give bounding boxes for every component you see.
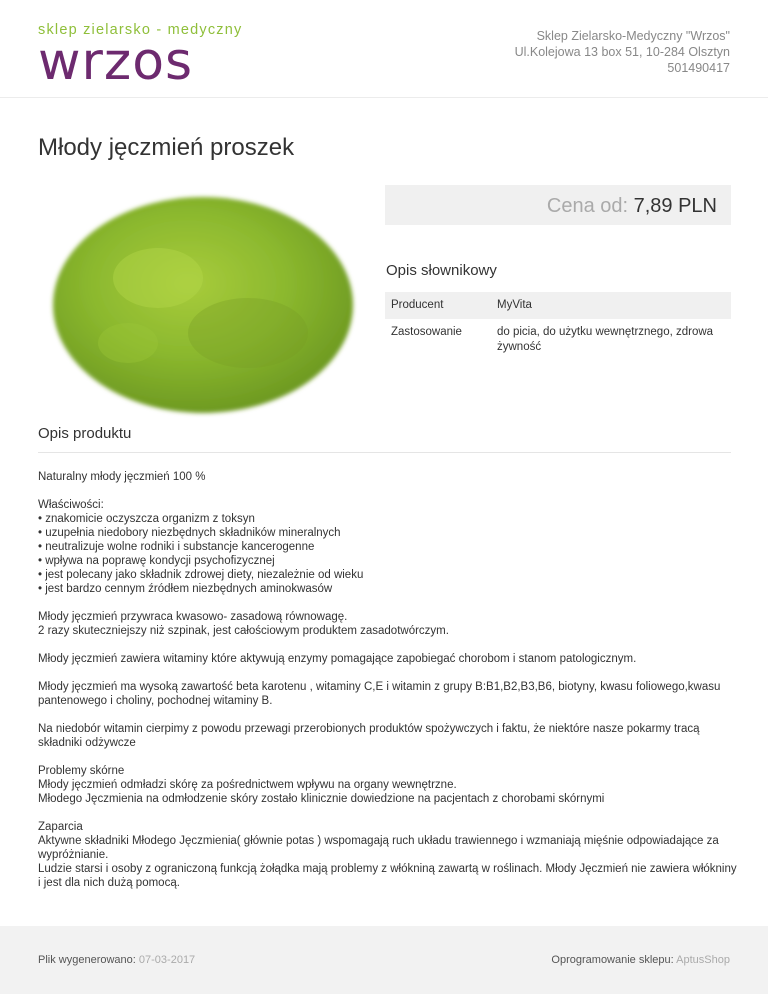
- dictionary-table: [385, 292, 731, 361]
- section-divider: [38, 452, 731, 453]
- price-label: Cena od:: [546, 195, 629, 217]
- generated-label: Plik wygenerowano:: [38, 954, 136, 966]
- description-line: 2 razy skuteczniejszy niż szpinak, jest całościowym produktem zasadotwórczym.: [38, 625, 449, 637]
- shop-name: Sklep Zielarsko-Medyczny "Wrzos": [536, 29, 730, 43]
- description-line: Młody jęczmień przywraca kwasowo- zasadową równowagę.: [38, 611, 348, 623]
- page-footer: [0, 926, 768, 994]
- dictionary-key: Zastosowanie: [391, 326, 462, 338]
- description-line: Problemy skórne: [38, 765, 125, 777]
- description-paragraph: Młody jęczmień ma wysoką zawartość beta karotenu , witaminy C,E i witamin z grupy B:B1,B2,B3,B6, biotyny, kwasu foliowego,kwasu pantenowego i choliny, pochodnej witaminy B.: [38, 681, 721, 707]
- description-paragraph: Młody jęczmień zawiera witaminy które aktywują enzymy pomagające zapobiegać chorobom i stanom patologicznym.: [38, 653, 637, 665]
- list-item: • wpływa na poprawę kondycji psychofizycznej: [38, 555, 275, 567]
- product-description: [38, 470, 738, 904]
- price-box: [385, 185, 731, 225]
- properties-heading: Właściwości:: [38, 499, 104, 511]
- description-title: Opis produktu: [38, 425, 132, 442]
- list-item: • jest bardzo cennym źródłem niezbędnych aminokwasów: [38, 583, 333, 595]
- shop-address: Ul.Kolejowa 13 box 51, 10-284 Olsztyn: [514, 45, 730, 59]
- dictionary-value: do picia, do użytku wewnętrznego, zdrowa żywność: [497, 326, 714, 353]
- table-row: [385, 319, 731, 361]
- generated-info: [38, 954, 195, 966]
- software-label: Oprogramowanie sklepu:: [551, 954, 674, 966]
- dictionary-key: Producent: [385, 292, 491, 319]
- product-image: [38, 183, 368, 423]
- dictionary-value: MyVita: [491, 292, 731, 319]
- shop-phone: 501490417: [667, 61, 730, 75]
- shop-contact-info: [515, 28, 730, 76]
- description-line: Młodego Jęczmienia na odmłodzenie skóry zostało klinicznie dowiedzione na pacjentach z chorobami skórnymi: [38, 793, 605, 805]
- list-item: • uzupełnia niedobory niezbędnych składników mineralnych: [38, 527, 341, 539]
- description-line: Zaparcia: [38, 821, 83, 833]
- description-line: Młody jęczmień odmładzi skórę za pośrednictwem wpływu na organy wewnętrzne.: [38, 779, 457, 791]
- description-paragraph: Naturalny młody jęczmień 100 %: [38, 471, 206, 483]
- list-item: • znakomicie oczyszcza organizm z toksyn: [38, 513, 255, 525]
- description-paragraph: Na niedobór witamin cierpimy z powodu przewagi przerobionych produktów spożywczych i faktu, że niektóre nasze pokarmy tracą składniki odżywcze: [38, 723, 700, 749]
- description-line: Ludzie starsi i osoby z ograniczoną funkcją żołądka mają problemy z włókniną zawartą w roślinach. Młody Jęczmień nie zawiera włókniny i jest dla nich dużą pomocą.: [38, 863, 737, 889]
- software-link[interactable]: AptusShop: [676, 954, 730, 966]
- generated-date: 07-03-2017: [138, 954, 196, 966]
- description-paragraph: [38, 610, 738, 638]
- product-title: Młody jęczmień proszek: [38, 134, 295, 161]
- list-item: • neutralizuje wolne rodniki i substancje kancerogenne: [38, 541, 315, 553]
- table-row: [385, 292, 731, 319]
- logo-wordmark: wrzos: [38, 32, 194, 92]
- price-value: 7,89 PLN: [633, 195, 717, 217]
- shop-logo[interactable]: [38, 22, 243, 92]
- logo-tagline: sklep zielarsko - medyczny: [38, 22, 243, 38]
- list-item: • jest polecany jako składnik zdrowej diety, niezależnie od wieku: [38, 569, 364, 581]
- description-paragraph: [38, 764, 738, 806]
- dictionary-title: Opis słownikowy: [386, 262, 497, 279]
- page-header: [0, 0, 768, 98]
- description-paragraph: [38, 820, 738, 890]
- description-line: Aktywne składniki Młodego Jęczmienia( głównie potas ) wspomagają ruch układu trawiennego i wzmaniają mięśnie odpowiadające za wypróżnianie.: [38, 835, 719, 861]
- properties-list: [38, 498, 738, 596]
- green-powder-photo-icon: [38, 183, 368, 423]
- software-info: [551, 954, 730, 966]
